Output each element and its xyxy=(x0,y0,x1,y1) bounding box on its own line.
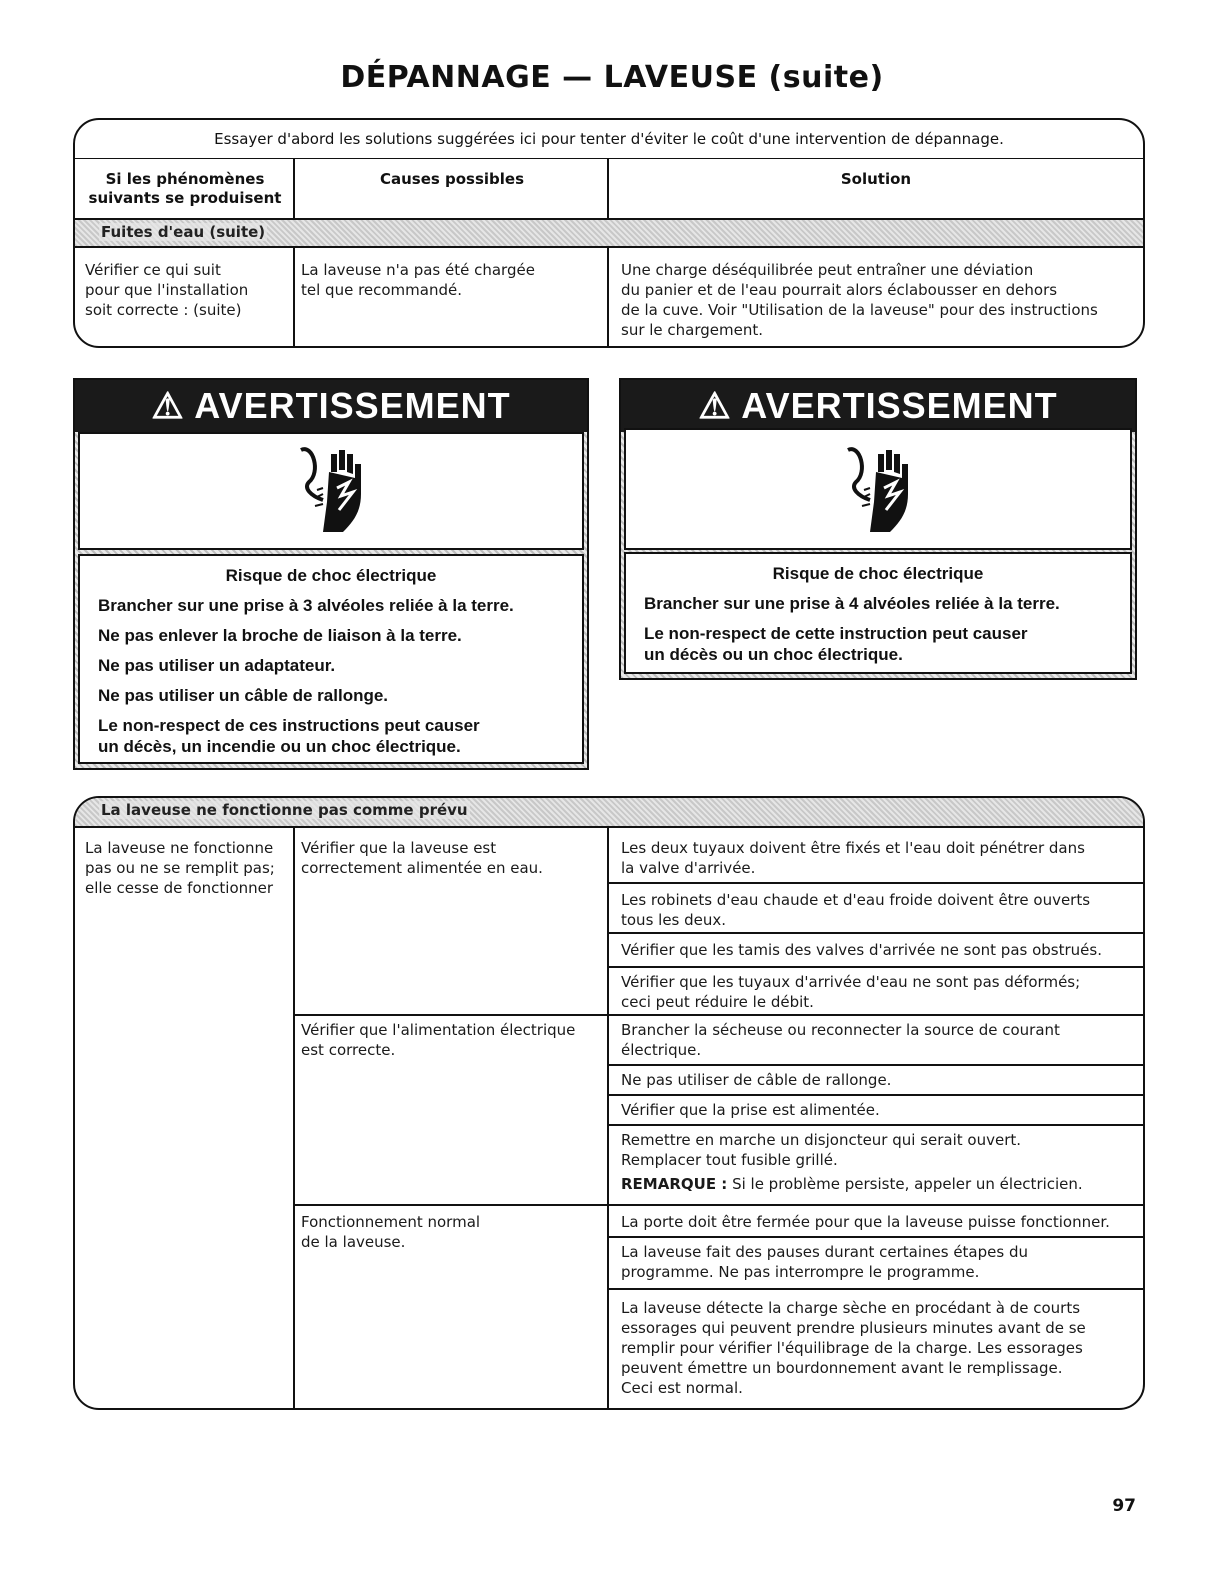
divider xyxy=(607,882,1143,884)
solution-cell xyxy=(621,838,1085,878)
text-line: Brancher la sécheuse ou reconnecter la source de courant xyxy=(621,1021,1060,1039)
text-line: de la laveuse. xyxy=(301,1233,406,1251)
text-line: Vérifier que la prise est alimentée. xyxy=(621,1101,880,1119)
divider xyxy=(607,1064,1143,1066)
text-line: Ne pas utiliser de câble de rallonge. xyxy=(621,1071,892,1089)
text-line: Les robinets d'eau chaude et d'eau froide doivent être ouverts xyxy=(621,891,1091,909)
warning-heading-text: AVERTISSEMENT xyxy=(194,385,511,426)
text-line: Vérifier que l'alimentation électrique xyxy=(301,1021,576,1039)
troubleshooting-table-top xyxy=(73,118,1145,348)
cause-cell xyxy=(301,838,543,878)
text-line: tous les deux. xyxy=(621,911,727,929)
solution-cell xyxy=(621,890,1090,930)
text-line: Vérifier que les tuyaux d'arrivée d'eau ne sont pas déformés; xyxy=(621,973,1081,991)
warning-line: Le non-respect de ces instructions peut causer xyxy=(98,716,480,735)
text-line: électrique. xyxy=(621,1041,702,1059)
warning-heading xyxy=(621,380,1135,432)
section-band-not-working xyxy=(75,798,1143,828)
divider xyxy=(293,248,295,348)
divider xyxy=(607,828,609,1408)
text-line: Fonctionnement normal xyxy=(301,1213,481,1231)
text-line: est correcte. xyxy=(301,1041,396,1059)
warning-line: Brancher sur une prise à 4 alvéoles reliée à la terre. xyxy=(644,594,1060,613)
header-problems xyxy=(75,158,295,216)
text-line: peuvent émettre un bourdonnement avant le remplissage. xyxy=(621,1359,1063,1377)
solution-cell xyxy=(621,1298,1086,1398)
troubleshooting-table-bottom xyxy=(73,796,1145,1410)
text-line: essorages qui peuvent prendre plusieurs minutes avant de se xyxy=(621,1319,1086,1337)
text-line: Vérifier que la laveuse est xyxy=(301,839,497,857)
page-number: 97 xyxy=(1112,1496,1136,1516)
warning-risk-title: Risque de choc électrique xyxy=(772,564,984,583)
solution-cell xyxy=(621,940,1102,960)
divider xyxy=(607,248,609,348)
section-band-label: Fuites d'eau (suite) xyxy=(101,223,266,241)
icon-panel xyxy=(624,428,1132,550)
solution-cell xyxy=(621,1242,1028,1282)
text-line: de la cuve. Voir "Utilisation de la laveuse" pour des instructions xyxy=(621,301,1098,319)
warning-line: Brancher sur une prise à 3 alvéoles reliée à la terre. xyxy=(98,596,514,615)
solution-cell xyxy=(621,1070,891,1090)
text-line: La laveuse ne fonctionne xyxy=(85,839,274,857)
text-line: La porte doit être fermée pour que la laveuse puisse fonctionner. xyxy=(621,1213,1110,1231)
warning-line: un décès ou un choc électrique. xyxy=(644,645,903,664)
warning-box-right xyxy=(619,378,1137,680)
warning-text-panel xyxy=(78,554,584,764)
note-line xyxy=(621,1174,1083,1194)
solution-cell xyxy=(621,1020,1060,1060)
divider xyxy=(293,1014,609,1016)
text-line: elle cesse de fonctionner xyxy=(85,879,274,897)
section-band-label: La laveuse ne fonctionne pas comme prévu xyxy=(101,801,468,819)
warning-line: Ne pas utiliser un câble de rallonge. xyxy=(98,686,389,705)
cause-cell xyxy=(301,260,535,300)
text-line: Vérifier ce qui suit xyxy=(85,261,221,279)
electric-shock-hand-icon xyxy=(293,442,373,542)
header-solution: Solution xyxy=(840,170,912,188)
title-suffix: (suite) xyxy=(768,60,884,95)
warning-risk-title: Risque de choc électrique xyxy=(225,566,437,585)
text-line: La laveuse détecte la charge sèche en procédant à de courts xyxy=(621,1299,1081,1317)
text-line: sur le chargement. xyxy=(621,321,764,339)
warning-triangle-icon: ⚠ xyxy=(698,385,732,426)
text-line: programme. Ne pas interrompre le programme. xyxy=(621,1263,980,1281)
text-line: pour que l'installation xyxy=(85,281,249,299)
text-line: Remettre en marche un disjoncteur qui serait ouvert. xyxy=(621,1131,1022,1149)
text-line: ceci peut réduire le débit. xyxy=(621,993,814,1011)
header-problems-line2: suivants se produisent xyxy=(88,189,282,207)
text-line: tel que recommandé. xyxy=(301,281,463,299)
divider xyxy=(607,1094,1143,1096)
text-line: La laveuse fait des pauses durant certaines étapes du xyxy=(621,1243,1028,1261)
note-label: REMARQUE : xyxy=(621,1175,728,1193)
note-text: Si le problème persiste, appeler un électricien. xyxy=(727,1175,1083,1193)
text-line: la valve d'arrivée. xyxy=(621,859,756,877)
text-line: soit correcte : (suite) xyxy=(85,301,242,319)
cause-cell xyxy=(301,1212,480,1252)
text-line: correctement alimentée en eau. xyxy=(301,859,543,877)
electric-shock-hand-icon xyxy=(840,442,920,542)
section-band-leaks xyxy=(75,218,1143,248)
warning-line: Ne pas enlever la broche de liaison à la terre. xyxy=(98,626,462,645)
divider xyxy=(607,966,1143,968)
text-line: La laveuse n'a pas été chargée xyxy=(301,261,535,279)
text-line: Ceci est normal. xyxy=(621,1379,743,1397)
divider xyxy=(607,1236,1143,1238)
text-line: pas ou ne se remplit pas; xyxy=(85,859,275,877)
divider xyxy=(607,158,609,218)
text-line: Une charge déséquilibrée peut entraîner une déviation xyxy=(621,261,1034,279)
warning-line: Le non-respect de cette instruction peut causer xyxy=(644,624,1028,643)
text-line: du panier et de l'eau pourrait alors éclabousser en dehors xyxy=(621,281,1058,299)
solution-cell xyxy=(621,972,1080,1012)
text-line: Vérifier que les tamis des valves d'arrivée ne sont pas obstrués. xyxy=(621,941,1102,959)
warning-line: Ne pas utiliser un adaptateur. xyxy=(98,656,336,675)
text-line: Remplacer tout fusible grillé. xyxy=(621,1151,838,1169)
divider xyxy=(607,932,1143,934)
text-line: remplir pour vérifier l'équilibrage de la charge. Les essorages xyxy=(621,1339,1083,1357)
problem-cell xyxy=(85,260,248,320)
warning-heading xyxy=(75,380,587,432)
warning-box-left xyxy=(73,378,589,770)
cause-cell xyxy=(301,1020,575,1060)
divider xyxy=(607,1124,1143,1126)
page-title xyxy=(0,60,1224,95)
text-line: Les deux tuyaux doivent être fixés et l'eau doit pénétrer dans xyxy=(621,839,1085,857)
solution-cell xyxy=(621,260,1098,340)
warning-text-panel xyxy=(624,552,1132,674)
problem-cell xyxy=(85,838,275,898)
intro-text: Essayer d'abord les solutions suggérées ici pour tenter d'éviter le coût d'une intervention de dépannage. xyxy=(75,120,1143,159)
solution-cell xyxy=(621,1212,1110,1232)
solution-cell xyxy=(621,1130,1083,1194)
icon-panel xyxy=(78,432,584,550)
header-problems-line1: Si les phénomènes xyxy=(105,170,265,188)
divider xyxy=(607,1014,1143,1016)
title-main: DÉPANNAGE — LAVEUSE xyxy=(340,60,758,95)
divider xyxy=(607,1204,1143,1206)
divider xyxy=(607,1288,1143,1290)
solution-cell xyxy=(621,1100,880,1120)
divider xyxy=(293,828,295,1408)
warning-heading-text: AVERTISSEMENT xyxy=(741,385,1058,426)
divider xyxy=(293,158,295,218)
divider xyxy=(293,1204,609,1206)
header-causes: Causes possibles xyxy=(379,170,525,188)
warning-triangle-icon: ⚠ xyxy=(151,385,185,426)
warning-line: un décès, un incendie ou un choc électrique. xyxy=(98,737,461,756)
